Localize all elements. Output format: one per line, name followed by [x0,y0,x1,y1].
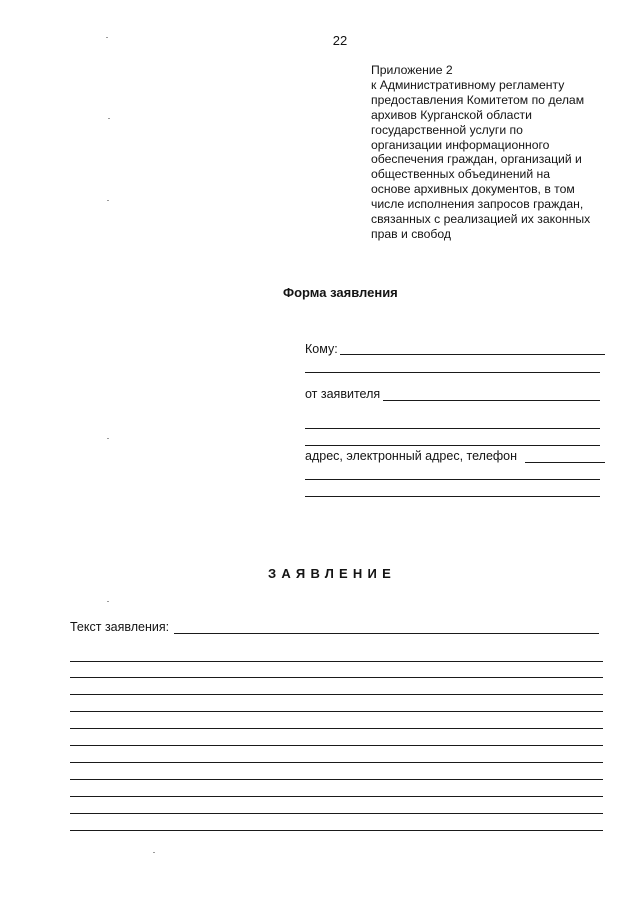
statement-line[interactable] [70,762,603,763]
statement-line[interactable] [70,677,603,678]
appendix-line: общественных объединений на [371,167,551,182]
appendix-note [371,63,616,242]
to-field-line[interactable] [340,354,605,355]
statement-line[interactable] [70,728,603,729]
scan-speck [107,601,109,602]
from-field-line-3[interactable] [305,445,600,446]
appendix-line: к Административному регламенту [371,77,565,92]
appendix-line: Приложение 2 [371,63,453,77]
statement-heading: ЗАЯВЛЕНИЕ [268,566,396,581]
appendix-line: связанных с реализацией их законных [371,212,591,227]
statement-line[interactable] [70,830,603,831]
statement-line[interactable] [70,694,603,695]
address-label: адрес, электронный адрес, телефон [305,449,518,463]
scan-speck [107,438,109,439]
appendix-line: организации информационного [371,137,550,152]
statement-line[interactable] [70,745,603,746]
scan-speck [153,852,155,853]
to-label: Кому: [305,342,338,356]
statement-line[interactable] [70,661,603,662]
address-field-line[interactable] [525,462,605,463]
address-field-line-2[interactable] [305,479,600,480]
statement-first-line[interactable] [174,633,599,634]
statement-line[interactable] [70,796,603,797]
scan-speck [107,200,109,201]
appendix-line: архивов Курганской области [371,107,532,122]
statement-line[interactable] [70,711,603,712]
from-label: от заявителя [305,387,381,401]
form-title: Форма заявления [283,285,398,300]
appendix-line: числе исполнения запросов граждан, [371,197,584,212]
statement-line[interactable] [70,779,603,780]
scan-speck [106,37,108,38]
to-field-line-2[interactable] [305,372,600,373]
from-field-line-2[interactable] [305,428,600,429]
appendix-line: предоставления Комитетом по делам [371,92,585,107]
statement-text-label: Текст заявления: [70,620,170,634]
appendix-line: государственной услуги по [371,122,523,137]
appendix-line: основе архивных документов, в том [371,182,575,197]
from-field-line[interactable] [383,400,600,401]
page-number: 22 [332,33,348,48]
scan-speck [108,118,110,119]
appendix-line: обеспечения граждан, организаций и [371,152,582,167]
appendix-line: прав и свобод [371,226,452,241]
address-field-line-3[interactable] [305,496,600,497]
statement-line[interactable] [70,813,603,814]
